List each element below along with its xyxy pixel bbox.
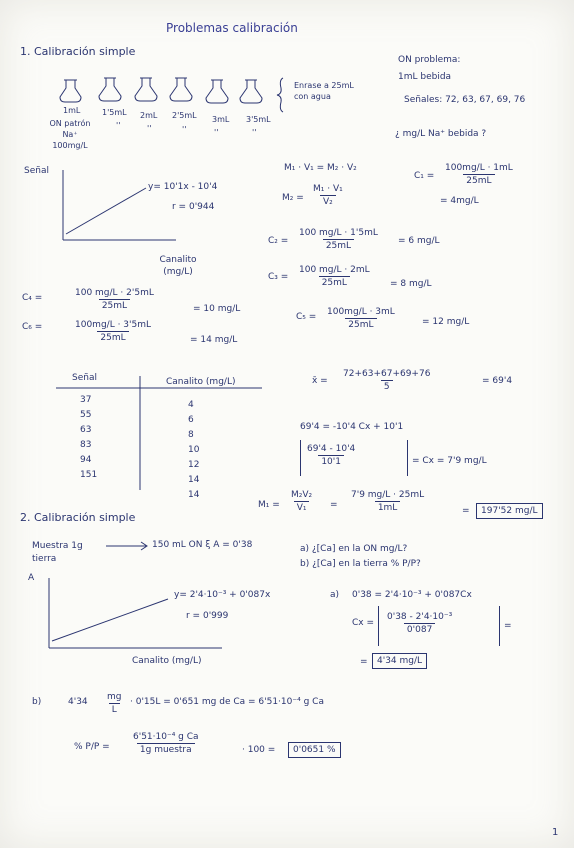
problem-question: ¿ mg/L Na⁺ bebida ?: [395, 129, 487, 139]
part-b-value: 4'34: [68, 697, 88, 707]
page-number: 1: [552, 827, 559, 838]
flask-label: 3mL: [212, 115, 230, 124]
table-col-conc: [188, 398, 199, 503]
table-cell: 10: [188, 445, 200, 455]
flask-icon: [170, 78, 192, 101]
cx2-equals: =: [504, 621, 512, 631]
page-title: Problemas calibración: [166, 21, 298, 35]
flask-icon: [206, 80, 228, 103]
dilution-equation: M₁ · V₁ = M₂ · V₂: [284, 163, 357, 173]
c2-den: 25mL: [323, 239, 354, 251]
table-cell: 8: [188, 430, 194, 440]
cx2-result-box: 4'34 mg/L: [372, 653, 427, 669]
part-a-equation: 0'38 = 2'4·10⁻³ + 0'087Cx: [352, 590, 472, 600]
c6-den: 25mL: [97, 331, 128, 343]
c2-num: 100 mg/L · 1'5mL: [299, 228, 378, 238]
cx2-den: 0'087: [404, 623, 435, 635]
flask-note: '': [214, 128, 219, 137]
flask-icon: [135, 78, 157, 101]
table-cell: 55: [80, 410, 92, 420]
c3-den: 25mL: [319, 276, 350, 288]
mean-num: 72+63+67+69+76: [343, 369, 431, 379]
graph1-xlabel: Canalito (mg/L): [159, 255, 197, 277]
graph1-line: [66, 188, 146, 234]
table-cell: 12: [188, 460, 200, 470]
graph2-line: [52, 599, 168, 641]
c6-fraction: [72, 320, 154, 343]
graph2-r: r = 0'999: [186, 611, 229, 621]
c1-den: 25mL: [463, 174, 494, 186]
m1-equals2: =: [462, 506, 470, 516]
c6-result: = 14 mg/L: [190, 335, 238, 345]
mean-lhs: x̄ =: [312, 376, 328, 386]
flask-note: '': [252, 128, 257, 137]
pp-lhs: % P/P =: [74, 742, 110, 752]
c1-num: 100mg/L · 1mL: [445, 163, 513, 173]
cx2-fraction: [384, 612, 455, 635]
c3-num: 100 mg/L · 2mL: [299, 265, 370, 275]
flask-label: 1'5mL: [102, 108, 127, 117]
c4-result: = 10 mg/L: [193, 304, 241, 314]
question-b: b) ¿[Ca] en la tierra % P/P?: [300, 559, 421, 569]
brace-icon: [277, 78, 283, 112]
m1-fraction1: [288, 490, 315, 513]
pp-den: 1g muestra: [137, 743, 195, 755]
cx2-equals-2: =: [360, 657, 368, 667]
m1-den2: 1mL: [375, 501, 401, 513]
m2-den: V₂: [320, 195, 336, 207]
m1-lhs: M₁ =: [258, 500, 280, 510]
c2-result: = 6 mg/L: [398, 236, 440, 246]
c5-lhs: C₅ =: [296, 312, 317, 322]
cx2-num: 0'38 - 2'4·10⁻³: [387, 612, 453, 622]
table-cell: 151: [80, 470, 98, 480]
mean-den: 5: [381, 380, 393, 392]
part-a-label: a): [330, 590, 340, 600]
problem-vol: 1mL bebida: [398, 72, 452, 82]
c4-fraction: [72, 288, 157, 311]
m1-num1: M₂V₂: [291, 490, 313, 500]
question-a: a) ¿[Ca] en la ON mg/L?: [300, 544, 408, 554]
problem-signals: Señales: 72, 63, 67, 69, 76: [404, 95, 526, 105]
table-col-senal: [80, 393, 97, 483]
arrow-icon: [106, 542, 147, 550]
c1-fraction: [442, 163, 516, 186]
pp-mid: · 100 =: [242, 745, 276, 755]
graph1-equation: y= 10'1x - 10'4: [148, 182, 218, 192]
flask-label: 1mL: [63, 106, 81, 115]
m2-num: M₁ · V₁: [313, 184, 343, 194]
mean-fraction: [340, 369, 433, 392]
solve-equation: 69'4 = -10'4 Cx + 10'1: [300, 422, 404, 432]
part-b-unit: [104, 692, 124, 715]
table-cell: 94: [80, 455, 92, 465]
c1-lhs: C₁ =: [414, 171, 435, 181]
m2-lhs: M₂ =: [282, 193, 304, 203]
section2-heading: 2. Calibración simple: [20, 511, 136, 524]
graph2-equation: y= 2'4·10⁻³ + 0'087x: [174, 590, 271, 600]
flask-icon: [240, 80, 262, 103]
unit-num: mg: [107, 692, 122, 702]
pp-fraction: [130, 732, 202, 755]
flask-label: 2mL: [140, 111, 158, 120]
cx-fraction: [304, 444, 358, 467]
arrow-text: 150 mL ON ξ A = 0'38: [152, 540, 253, 550]
part-b-label: b): [32, 697, 42, 707]
sample-text: Muestra 1g tierra: [32, 541, 83, 564]
c5-num: 100mg/L · 3mL: [327, 307, 395, 317]
table-cell: 14: [188, 490, 200, 500]
m1-equals: =: [330, 500, 338, 510]
m1-num2: 7'9 mg/L · 25mL: [351, 490, 425, 500]
graph1-r: r = 0'944: [172, 202, 215, 212]
flask-note: ON patrón Na⁺ 100mg/L: [49, 119, 91, 150]
cx-num: 69'4 - 10'4: [307, 444, 356, 454]
graph2-ylabel: A: [28, 573, 35, 583]
table-cell: 63: [80, 425, 92, 435]
c4-lhs: C₄ =: [22, 293, 43, 303]
c1-result: = 4mg/L: [440, 196, 479, 206]
problem-label: ON problema:: [398, 55, 461, 65]
table-cell: 83: [80, 440, 92, 450]
flask-note: '': [147, 124, 152, 133]
table-cell: 4: [188, 400, 194, 410]
graph1-axes: [63, 170, 176, 240]
table-cell: 6: [188, 415, 194, 425]
c5-den: 25mL: [345, 318, 376, 330]
table-header-canalito: Canalito (mg/L): [166, 377, 236, 387]
flask-label: 2'5mL: [172, 111, 197, 120]
table-cell: 37: [80, 395, 92, 405]
cx2-lhs: Cx =: [352, 618, 375, 628]
flask-note: '': [182, 125, 187, 134]
m2-fraction: [310, 184, 346, 207]
c3-result: = 8 mg/L: [390, 279, 432, 289]
graph1-ylabel: Señal: [24, 166, 49, 176]
c4-num: 100 mg/L · 2'5mL: [75, 288, 154, 298]
m1-result-box: 197'52 mg/L: [476, 503, 543, 519]
section1-heading: 1. Calibración simple: [20, 45, 136, 58]
m1-fraction2: [348, 490, 427, 513]
table-cell: 14: [188, 475, 200, 485]
c3-lhs: C₃ =: [268, 272, 289, 282]
c4-den: 25mL: [99, 299, 130, 311]
unit-den: L: [109, 703, 120, 715]
c5-fraction: [324, 307, 398, 330]
c3-fraction: [296, 265, 373, 288]
flask-icon: [60, 80, 81, 102]
flask-brace-text: Enrase a 25mL con agua: [294, 81, 354, 101]
flask-label: 3'5mL: [246, 115, 271, 124]
graph2-xlabel: Canalito (mg/L): [132, 656, 202, 666]
flask-icon: [99, 78, 121, 101]
c2-lhs: C₂ =: [268, 236, 289, 246]
cx-den: 10'1: [318, 455, 344, 467]
c2-fraction: [296, 228, 381, 251]
part-b-line: · 0'15L = 0'651 mg de Ca = 6'51·10⁻⁴ g Ca: [130, 697, 324, 707]
c5-result: = 12 mg/L: [422, 317, 470, 327]
cx-result: = Cx = 7'9 mg/L: [412, 456, 487, 466]
c6-num: 100mg/L · 3'5mL: [75, 320, 151, 330]
flask-note: '': [116, 121, 121, 130]
m1-den1: V₁: [294, 501, 310, 513]
mean-result: = 69'4: [482, 376, 513, 386]
pp-num: 6'51·10⁻⁴ g Ca: [133, 732, 199, 742]
c6-lhs: C₆ =: [22, 322, 43, 332]
pp-result-box: 0'0651 %: [288, 742, 341, 758]
table-header-senal: Señal: [72, 373, 97, 383]
